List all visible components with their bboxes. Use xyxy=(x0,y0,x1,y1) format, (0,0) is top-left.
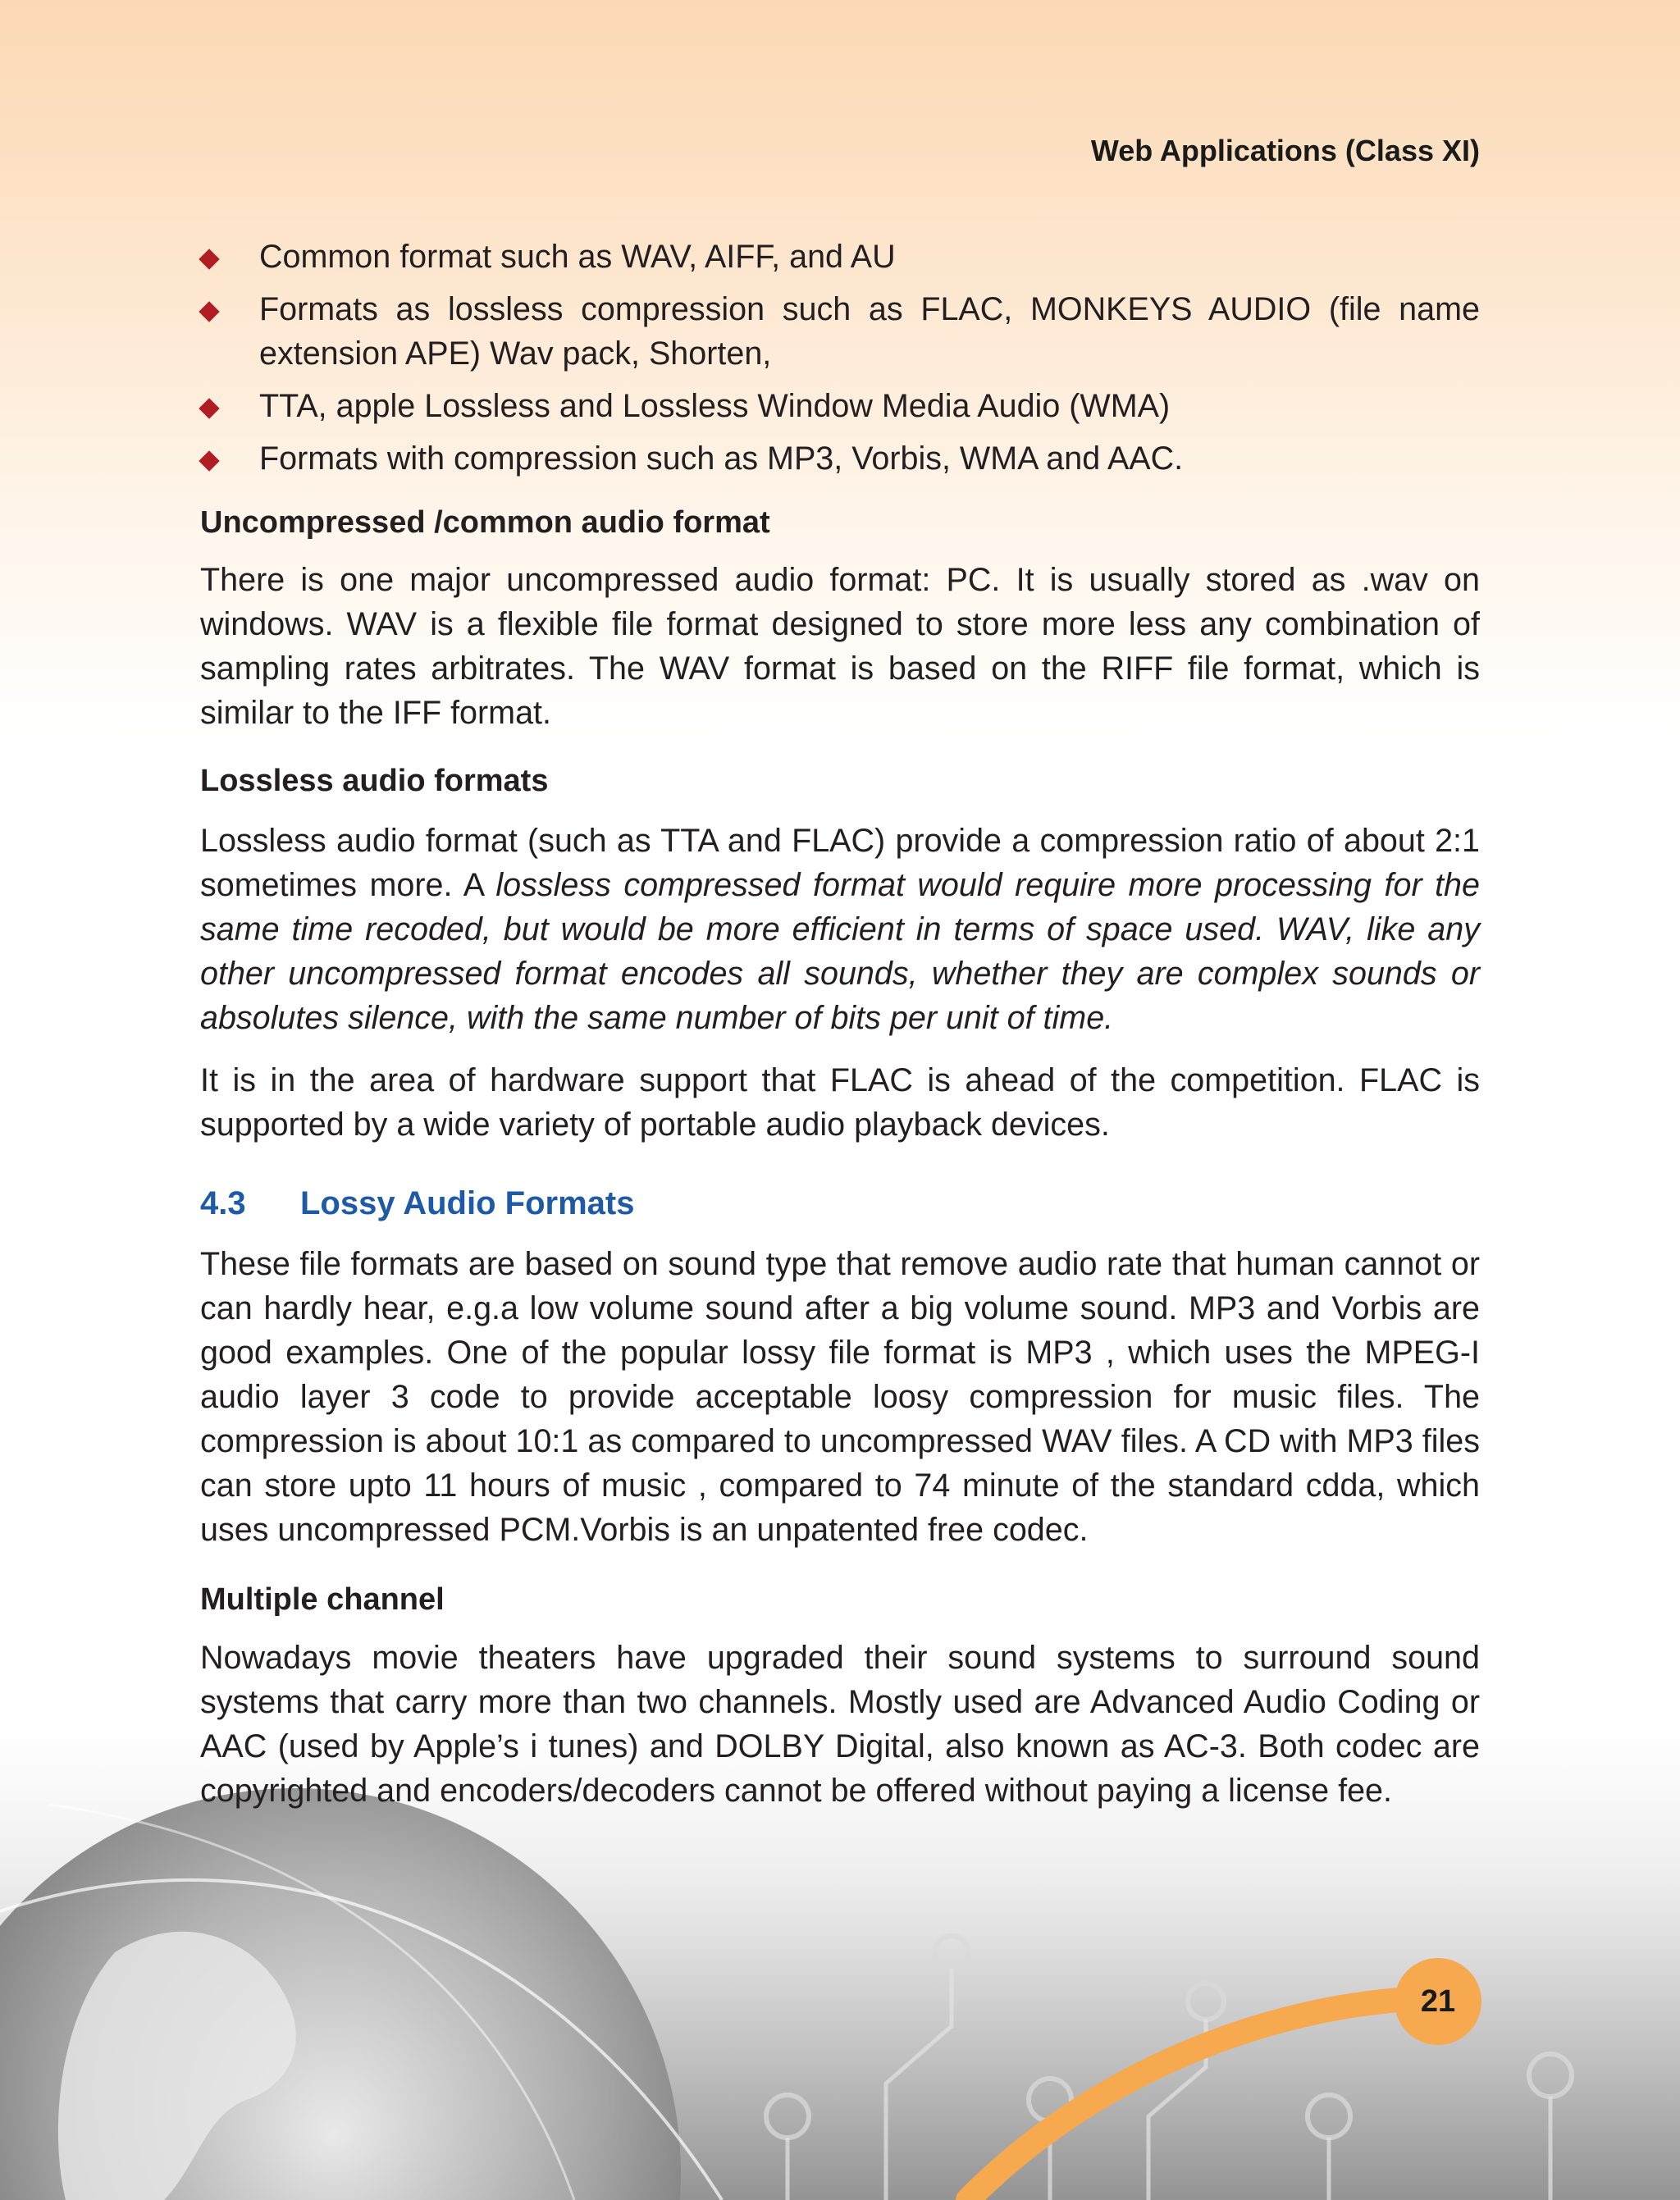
list-item xyxy=(200,235,1480,279)
section-number: 4.3 xyxy=(200,1185,246,1221)
multichannel-heading: Multiple channel xyxy=(200,1582,445,1617)
multichannel-body-block xyxy=(200,1636,1480,1813)
diamond-bullet-icon xyxy=(199,301,219,322)
list-item-text: Formats with compression such as MP3, Vorbis, WMA and AAC. xyxy=(259,440,1184,477)
list-item-text: TTA, apple Lossless and Lossless Window Media Audio (WMA) xyxy=(259,388,1171,424)
lossy-body-block xyxy=(200,1242,1480,1552)
list-item xyxy=(200,287,1480,376)
multichannel-section xyxy=(200,1577,1480,1622)
diamond-bullet-icon xyxy=(199,450,219,471)
diamond-bullet-icon xyxy=(199,398,219,418)
list-item xyxy=(200,384,1480,428)
lossless-paragraph xyxy=(200,819,1480,1040)
lossy-section xyxy=(200,1181,1480,1226)
lossless-lead-text: Lossless audio format (such as TTA and FLAC) provide a compression ratio of about 2:1 sometimes more. A xyxy=(200,823,1480,903)
lossless-heading: Lossless audio formats xyxy=(200,764,549,798)
list-item-text: Formats as lossless compression such as FLAC, MONKEYS AUDIO (file name extension APE) Wav pack, Shorten, xyxy=(259,291,1480,372)
uncompressed-section xyxy=(200,500,1480,545)
flac-paragraph: It is in the area of hardware support that FLAC is ahead of the competition. FLAC is supported by a wide variety of portable audio playback devices. xyxy=(200,1062,1480,1143)
uncompressed-heading: Uncompressed /common audio format xyxy=(200,505,770,540)
lossless-italic-text: lossless compressed format would require more processing for the same time recoded, but would be more efficient in terms of space used. WAV, like any other uncompressed format encodes all sounds, whether they are complex sounds or absolutes silence, with the same number of bits per unit of time. xyxy=(200,867,1480,1036)
uncompressed-paragraph: There is one major uncompressed audio format: PC. It is usually stored as .wav on windows. WAV is a flexible file format designed to store more less any combination of sampling rates arbitrates. The WAV format is based on the RIFF file format, which is similar to the IFF format. xyxy=(200,562,1480,731)
lossless-body2-block xyxy=(200,1058,1480,1147)
diamond-bullet-icon xyxy=(199,249,219,269)
list-item xyxy=(200,436,1480,481)
lossy-paragraph: These file formats are based on sound type that remove audio rate that human cannot or can hardly hear, e.g.a low volume sound after a big volume sound. MP3 and Vorbis are good examples. One of the popular lossy file format is MP3 , which uses the MPEG-I audio layer 3 code to provide acceptable loosy compression for music files. The compression is about 10:1 as compared to uncompressed WAV files. A CD with MP3 files can store upto 11 hours of music , compared to 74 minute of the standard cdda, which uses uncompressed PCM.Vorbis is an unpatented free codec. xyxy=(200,1246,1480,1548)
format-bullet-list xyxy=(200,235,1480,489)
multichannel-paragraph: Nowadays movie theaters have upgraded their sound systems to surround sound systems that carry more than two channels. Mostly used are Advanced Audio Coding or AAC (used by Apple’s i tunes) and DOLBY Digital, also known as AC-3. Both codec are copyrighted and encoders/decoders cannot be offered without paying a license fee. xyxy=(200,1640,1480,1809)
section-title-text: Lossy Audio Formats xyxy=(300,1185,635,1221)
lossless-section xyxy=(200,759,1480,803)
uncompressed-body-block xyxy=(200,558,1480,735)
page-number: 21 xyxy=(1395,1958,1481,2045)
lossless-body-block xyxy=(200,819,1480,1040)
list-item-text: Common format such as WAV, AIFF, and AU xyxy=(259,239,896,275)
running-header: Web Applications (Class XI) xyxy=(1090,134,1480,167)
section-title xyxy=(200,1181,1480,1226)
